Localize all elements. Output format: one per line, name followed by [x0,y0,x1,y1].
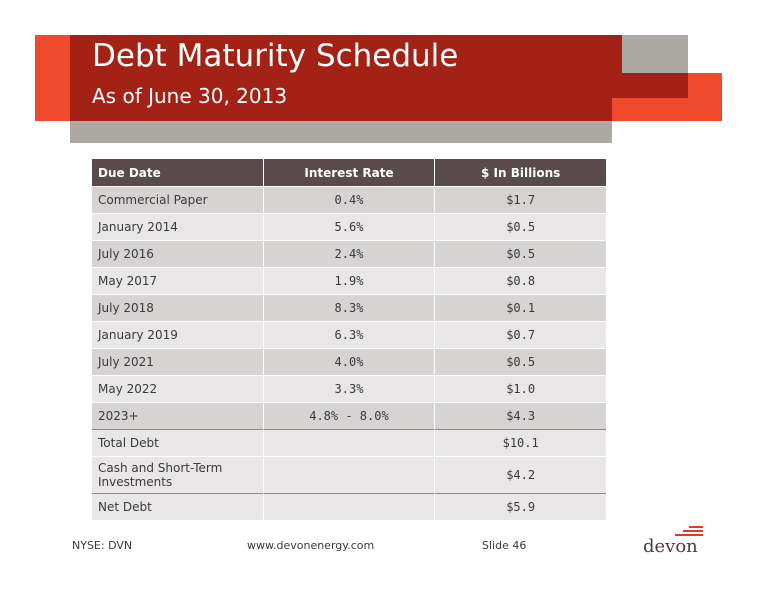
amount-cell: $0.8 [435,268,606,295]
interest-rate-cell: 4.0% [263,349,435,376]
amount-cell: $0.1 [435,295,606,322]
table-row [92,403,606,430]
due-date-cell: 2023+ [92,403,263,430]
amount-cell: $4.3 [435,403,606,430]
table-row [92,241,606,268]
total-debt-amount: $10.1 [435,430,606,457]
slide-subtitle: As of June 30, 2013 [92,84,288,108]
total-debt-label: Total Debt [92,430,263,457]
interest-rate-cell: 2.4% [263,241,435,268]
interest-rate-cell: 8.3% [263,295,435,322]
interest-rate-cell [263,457,435,494]
due-date-cell: July 2016 [92,241,263,268]
logo-stripe [683,530,703,532]
interest-rate-cell: 3.3% [263,376,435,403]
table-row [92,295,606,322]
debt-maturity-table [92,159,606,520]
table-header-row [92,159,606,187]
amount-cell: $0.5 [435,241,606,268]
banner-accent-red-strip [612,35,622,73]
amount-cell: $0.5 [435,214,606,241]
table-row [92,322,606,349]
slide-title: Debt Maturity Schedule [92,38,459,74]
interest-rate-cell [263,494,435,521]
total-debt-row [92,430,606,457]
interest-rate-cell: 5.6% [263,214,435,241]
net-debt-label: Net Debt [92,494,263,521]
header-interest-rate: Interest Rate [263,159,435,187]
cash-row [92,457,606,494]
amount-cell: $1.0 [435,376,606,403]
interest-rate-cell: 4.8% - 8.0% [263,403,435,430]
due-date-cell: January 2019 [92,322,263,349]
banner-accent-red-overlap [612,73,688,98]
table-row [92,214,606,241]
header-due-date: Due Date [92,159,263,187]
table-row [92,349,606,376]
amount-cell: $0.7 [435,322,606,349]
due-date-cell: July 2021 [92,349,263,376]
banner-accent-gray-bottom [70,121,612,143]
header-billions: $ In Billions [435,159,606,187]
banner-accent-gray-top [622,35,688,73]
interest-rate-cell: 0.4% [263,187,435,214]
footer-website: www.devonenergy.com [247,539,375,552]
table-row [92,376,606,403]
interest-rate-cell: 1.9% [263,268,435,295]
table-row [92,187,606,214]
logo-wordmark: devon [643,536,698,557]
due-date-cell: May 2022 [92,376,263,403]
due-date-cell: Commercial Paper [92,187,263,214]
due-date-cell: January 2014 [92,214,263,241]
net-debt-row [92,494,606,521]
banner-accent-left [35,35,75,121]
cash-amount: $4.2 [435,457,606,494]
footer-ticker: NYSE: DVN [72,539,133,552]
footer-slide-number: Slide 46 [482,539,527,552]
cash-label: Cash and Short-Term Investments [92,457,263,494]
table-row [92,268,606,295]
logo-stripe [689,526,703,528]
amount-cell: $1.7 [435,187,606,214]
due-date-cell: May 2017 [92,268,263,295]
interest-rate-cell [263,430,435,457]
amount-cell: $0.5 [435,349,606,376]
interest-rate-cell: 6.3% [263,322,435,349]
devon-logo [643,524,707,558]
net-debt-amount: $5.9 [435,494,606,521]
due-date-cell: July 2018 [92,295,263,322]
